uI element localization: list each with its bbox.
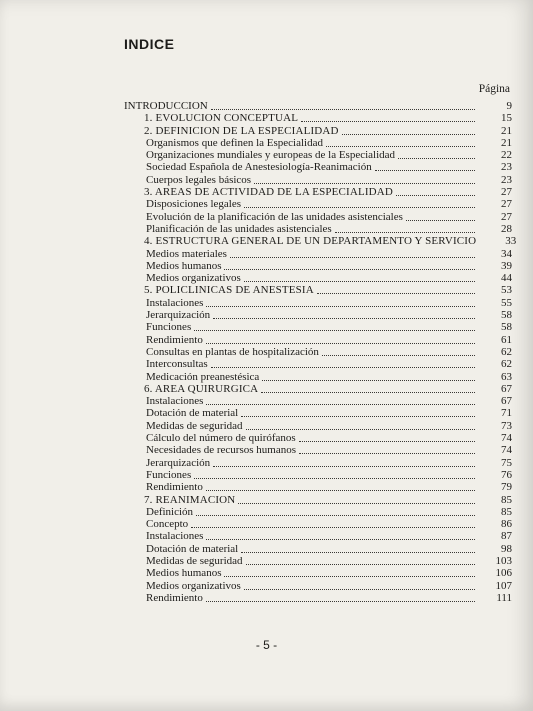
dot-leader [396,187,475,196]
toc-entry-page: 58 [501,309,512,322]
toc-entry-page: 34 [501,247,512,260]
toc-entry-page: 111 [496,591,512,604]
toc-entry-title: 5. POLICLINICAS DE ANESTESIA [144,284,314,297]
dot-leader [342,126,475,135]
toc-entry-title: Medidas de seguridad [146,554,243,567]
toc-entry [124,137,512,149]
toc-entry-page: 86 [501,518,512,531]
dot-leader [244,199,475,208]
toc-entry-title: Medios humanos [146,567,222,580]
toc-entry-title: Evolución de la planificación de las unidades asistenciales [146,210,403,223]
toc-entry-page: 71 [501,407,512,420]
toc-entry-title: Jerarquización [146,456,211,469]
toc-entry-title: Definición [146,505,194,518]
toc-entry [124,506,512,518]
toc-entry [124,358,512,370]
toc-entry-page: 67 [501,395,512,408]
toc-entry-page: 23 [501,161,512,174]
toc-entry-page: 27 [501,186,512,199]
toc-entry-page: 85 [501,493,512,506]
toc-entry [124,543,512,555]
dot-leader [322,347,475,356]
page-column-header: Página [478,83,510,95]
toc-entry-page: 79 [501,481,512,494]
dot-leader [406,212,475,221]
toc-entry-page: 39 [501,259,512,272]
toc-entry-page: 27 [501,198,512,211]
toc-entry-title: Medios organizativos [146,579,241,592]
dot-leader [299,433,475,442]
toc-entry [124,297,512,309]
toc-entry [124,457,512,469]
toc-entry-page: 67 [501,382,512,395]
toc-entry [124,112,512,124]
toc-entry-page: 9 [506,100,512,112]
dot-leader [238,495,475,504]
toc-entry [124,260,512,272]
toc-entry [124,174,512,186]
toc-entry-page: 23 [501,173,512,186]
toc-entry-title: Dotación de material [146,542,239,555]
toc-entry-page: 98 [501,542,512,555]
toc-entry-title: Instalaciones [146,296,204,309]
toc-entry-page: 74 [501,432,512,445]
toc-entry [124,161,512,173]
toc-entry [124,407,512,419]
toc-entry-title: Instalaciones [146,395,204,408]
toc-entry [124,371,512,383]
toc-entry [124,555,512,567]
toc-entry [124,198,512,210]
toc-entry-page: 85 [501,505,512,518]
toc-entry [124,125,512,137]
toc-entry [124,420,512,432]
toc-entry-page: 62 [501,358,512,371]
dot-leader [194,322,475,331]
toc-entry-title: Organizaciones mundiales y europeas de la Especialidad [146,149,396,162]
toc-entry-title: Medios organizativos [146,272,241,285]
toc-entry [124,530,512,542]
toc-entry-page: 44 [501,272,512,285]
toc-entry [124,321,512,333]
toc-entry-title: Cálculo del número de quirófanos [146,432,296,445]
dot-leader [194,470,475,479]
toc-entry-title: Concepto [146,518,189,531]
toc-entry-page: 53 [501,284,512,297]
page-number: - 5 - [255,638,278,652]
toc-entry-title: Medios humanos [146,259,222,272]
dot-leader [299,445,475,454]
dot-leader [261,384,475,393]
dot-leader [213,458,475,467]
dot-leader [206,482,475,491]
toc-entry [124,309,512,321]
dot-leader [211,101,475,110]
toc-entry-title: 1. EVOLUCION CONCEPTUAL [144,112,299,125]
toc-entry [124,580,512,592]
toc-entry-title: Rendimiento [146,481,203,494]
dot-leader [317,285,475,294]
dot-leader [244,581,475,590]
toc-entry-title: Funciones [146,468,192,481]
table-of-contents [124,100,517,604]
toc-entry [124,272,512,284]
toc-entry-title: Dotación de material [146,407,239,420]
toc-entry [124,592,512,604]
toc-entry-title: Organismos que definen la Especialidad [146,136,323,149]
toc-entry [124,444,512,456]
dot-leader [335,224,475,233]
toc-entry-title: Disposiciones legales [146,198,242,211]
toc-entry-title: Rendimiento [146,591,203,604]
dot-leader [246,556,475,565]
dot-leader [213,310,475,319]
toc-entry-title: Medicación preanestésica [146,370,260,383]
toc-entry-page: 21 [501,124,512,137]
dot-leader [206,531,475,540]
toc-entry-title: 2. DEFINICION DE LA ESPECIALIDAD [144,124,339,137]
toc-entry [124,494,512,506]
dot-leader [398,150,475,159]
toc-entry-page: 28 [501,222,512,235]
toc-entry-title: 3. AREAS DE ACTIVIDAD DE LA ESPECIALIDAD [144,186,393,199]
toc-entry-title: Medios materiales [146,247,227,260]
toc-entry [124,346,512,358]
toc-entry-page: 61 [501,333,512,346]
toc-entry [124,432,512,444]
dot-leader [254,175,475,184]
toc-entry-page: 106 [495,567,512,580]
toc-entry-title: 6. AREA QUIRURGICA [144,382,259,395]
toc-entry [124,248,512,260]
dot-leader [191,519,475,528]
toc-entry [124,149,512,161]
toc-entry [124,334,512,346]
toc-entry-title: Instalaciones [146,530,204,543]
toc-entry-title: Consultas en plantas de hospitalización [146,345,319,358]
toc-entry [124,469,512,481]
toc-entry-title: Planificación de las unidades asistenciales [146,222,332,235]
toc-entry [124,100,512,112]
toc-entry-page: 21 [501,136,512,149]
dot-leader [206,396,475,405]
toc-entry [124,383,512,395]
toc-entry-title: Funciones [146,321,192,334]
toc-entry-page: 74 [501,444,512,457]
toc-entry [124,223,512,235]
toc-entry-title: Cuerpos legales básicos [146,173,252,186]
dot-leader [224,568,475,577]
toc-entry-page: 103 [495,554,512,567]
dot-leader [211,359,475,368]
toc-entry-page: 87 [501,530,512,543]
dot-leader [230,249,475,258]
dot-leader [301,113,475,122]
dot-leader [241,544,475,553]
toc-entry-page: 58 [501,321,512,334]
toc-entry-title: Necesidades de recursos humanos [146,444,296,457]
dot-leader [262,372,475,381]
toc-entry-title: Rendimiento [146,333,203,346]
dot-leader [196,507,475,516]
toc-entry-title: Interconsultas [146,358,208,371]
toc-entry [124,186,512,198]
toc-entry [124,481,512,493]
toc-entry-page: 75 [501,456,512,469]
toc-entry-page: 73 [501,419,512,432]
toc-entry-title: Medidas de seguridad [146,419,243,432]
dot-leader [206,335,475,344]
dot-leader [224,261,475,270]
toc-entry-title: Sociedad Española de Anestesiología-Reanimación [146,161,372,174]
toc-entry-page: 33 [505,235,517,248]
dot-leader [206,593,475,602]
dot-leader [375,162,475,171]
dot-leader [246,421,475,430]
toc-entry-page: 62 [501,345,512,358]
toc-entry-page: 76 [501,468,512,481]
dot-leader [206,298,475,307]
toc-entry-title: 7. REANIMACION [144,493,236,506]
toc-entry-page: 27 [501,210,512,223]
toc-entry-page: 22 [501,149,512,162]
dot-leader [326,138,475,147]
toc-entry-page: 15 [501,112,512,125]
toc-entry [124,567,512,579]
toc-entry [124,235,517,248]
toc-entry-page: 55 [501,296,512,309]
dot-leader [241,408,475,417]
toc-entry-page: 107 [495,579,512,592]
toc-entry-title: Jerarquización [146,309,211,322]
toc-entry [124,395,512,407]
toc-entry [124,518,512,530]
toc-entry-title: INTRODUCCION [124,100,208,112]
toc-entry [124,211,512,223]
toc-entry-page: 63 [501,370,512,383]
page-title: INDICE [124,36,175,52]
dot-leader [244,273,475,282]
toc-entry-title: 4. ESTRUCTURA GENERAL DE UN DEPARTAMENTO Y SERVICIO [144,235,477,248]
toc-entry [124,284,512,296]
